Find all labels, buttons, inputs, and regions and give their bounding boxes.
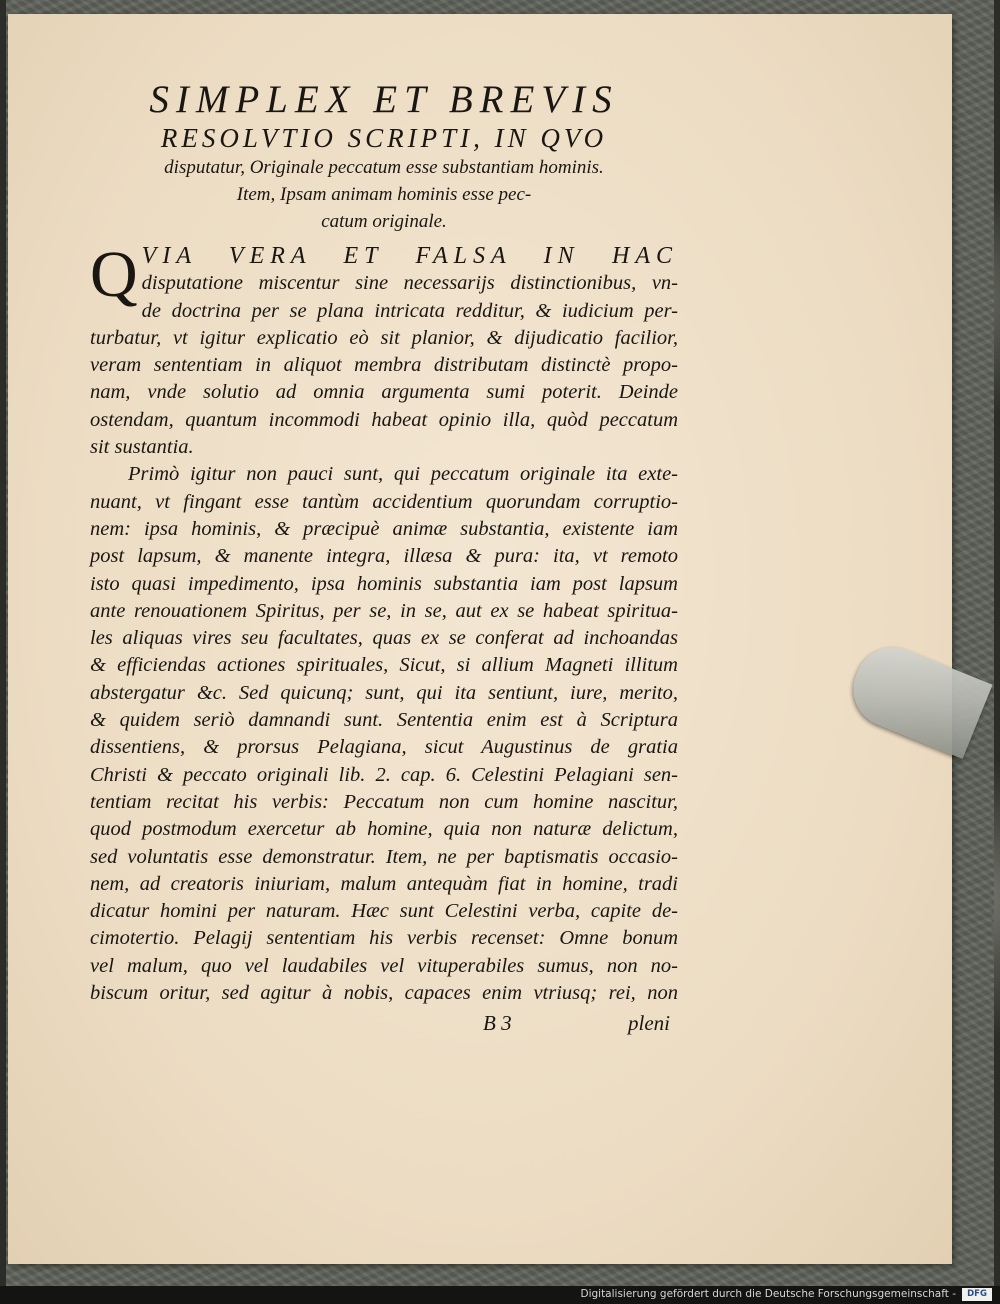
title-line-4: Item, Ipsam animam hominis esse pec- [236, 184, 532, 205]
title-line-5: catum originale. [321, 211, 447, 232]
text-line: Christi & peccato originali lib. 2. cap. 6. Celestini Pelagiani sen- [90, 763, 678, 786]
text-line: turbatur, vt igitur explicatio eò sit planior, & dijudicatio facilior, [90, 326, 678, 349]
credit-bar [0, 1286, 1000, 1304]
text-line: nam, vnde solutio ad omnia argumenta sumi poterit. Deinde [90, 381, 678, 404]
text-line: biscum oritur, sed agitur à nobis, capaces enim vtriusq; rei, non [90, 982, 678, 1005]
text-line: & efficiendas actiones spirituales, Sicut, si allium Magneti illitum [90, 654, 678, 677]
text-line: ostendam, quantum incommodi habeat opinio illa, quòd peccatum [90, 408, 678, 431]
title-line-3: disputatur, Originale peccatum esse substantiam hominis. [164, 157, 604, 178]
text-line: les aliquas vires seu facultates, quas ex se conferat ad inchoandas [90, 627, 678, 650]
text-line: Primò igitur non pauci sunt, qui peccatum originale ita exte- [128, 463, 678, 486]
text-line: tentiam recitat his verbis: Peccatum non cum homine nascitur, [90, 790, 678, 813]
text-line: cimotertio. Pelagij sententiam his verbis recenset: Omne bonum [90, 927, 678, 950]
text-line: sit sustantia. [90, 436, 194, 459]
page-text [90, 78, 678, 1041]
credit-text: Digitalisierung gefördert durch die Deutsche Forschungsgemeinschaft - [580, 1288, 956, 1300]
text-line: dicatur homini per naturam. Hæc sunt Celestini verba, capite de- [90, 900, 678, 923]
text-line: isto quasi impedimento, ipsa hominis substantia iam post lapsum [90, 572, 678, 595]
text-line: post lapsum, & manente integra, illæsa & pura: ita, vt remoto [90, 545, 678, 568]
title-line-1: SIMPLEX ET BREVIS [149, 78, 619, 121]
text-line: & quidem seriò damnandi sunt. Sententia enim est à Scriptura [90, 709, 678, 732]
paragraph-1 [90, 238, 678, 461]
text-line: veram sententiam in aliquot membra distributam distinctè propo- [90, 354, 678, 377]
title-line-2: RESOLVTIO SCRIPTI, IN QVO [160, 123, 608, 153]
text-line: disputatione miscentur sine necessarijs distinctionibus, vn- [141, 272, 678, 295]
drop-capital: Q [90, 238, 138, 311]
text-line: abstergatur &c. Sed quicunq; sunt, qui ita sentiunt, iure, merito, [90, 681, 678, 704]
opening-caps-line: VIA VERA ET FALSA IN HAC [141, 243, 678, 269]
text-line: vel malum, quo vel laudabiles vel vituperabiles sumus, non no- [90, 954, 678, 977]
dfg-logo: DFG [962, 1288, 992, 1301]
text-line: de doctrina per se plana intricata redditur, & iudicium per- [141, 299, 678, 322]
text-line: nuant, vt fingant esse tantùm accidentium quorundam corruptio- [90, 490, 678, 513]
text-line: ante renouationem Spiritus, per se, in se, aut ex se habeat spiritua- [90, 599, 678, 622]
text-line: nem: ipsa hominis, & præcipuè animæ substantia, existente iam [90, 517, 678, 540]
signature-mark: B 3 [483, 1011, 512, 1036]
catchword: pleni [628, 1011, 670, 1036]
text-line: dissentiens, & prorsus Pelagiana, sicut Augustinus de gratia [90, 736, 678, 759]
text-line: nem, ad creatoris iniuriam, malum antequàm fiat in homine, tradi [90, 872, 678, 895]
text-line: sed voluntatis esse demonstratur. Item, ne per baptismatis occasio- [90, 845, 678, 868]
body-text [90, 238, 678, 1007]
text-line: quod postmodum exercetur ab homine, quia non naturæ delictum, [90, 818, 678, 841]
paragraph-2 [90, 461, 678, 1007]
page-foot [90, 1011, 678, 1041]
